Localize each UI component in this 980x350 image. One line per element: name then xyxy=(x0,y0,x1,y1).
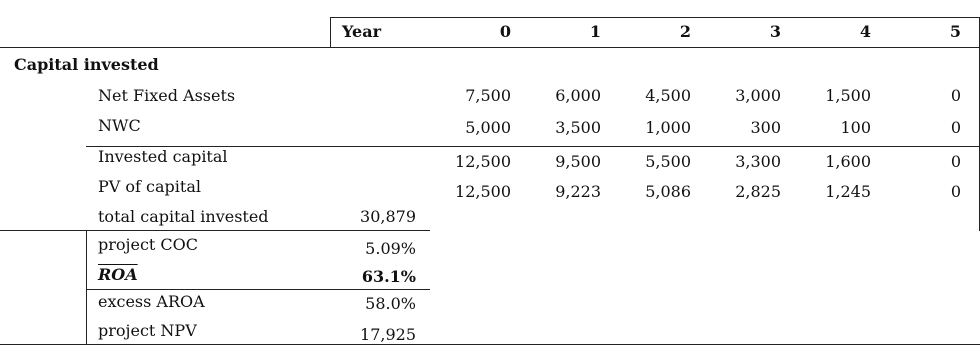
year-col-2: 2 xyxy=(679,22,691,41)
cell: 0 xyxy=(950,182,961,201)
year-col-0: 0 xyxy=(499,22,511,41)
cell: 300 xyxy=(750,118,781,137)
year-col-4: 4 xyxy=(859,22,871,41)
header-bottom-border xyxy=(0,47,980,48)
cell: 1,600 xyxy=(825,152,871,171)
year-header: Year xyxy=(342,22,382,41)
row-label-nwc: NWC xyxy=(98,116,141,135)
cell: 12,500 xyxy=(455,182,511,201)
cell: 7,500 xyxy=(465,86,511,105)
row-label-invested-capital: Invested capital xyxy=(98,147,228,166)
row-label-pv-of-capital: PV of capital xyxy=(98,177,201,196)
cell: 1,500 xyxy=(825,86,871,105)
cell: 0 xyxy=(950,86,961,105)
cell: 3,300 xyxy=(735,152,781,171)
cell: 5,086 xyxy=(645,182,691,201)
cell: 1,000 xyxy=(645,118,691,137)
summary-label-excess-aroa: excess AROA xyxy=(98,292,205,311)
year-col-1: 1 xyxy=(589,22,601,41)
year-col-5: 5 xyxy=(949,22,961,41)
table-bottom-border xyxy=(0,344,980,345)
cell: 9,500 xyxy=(555,152,601,171)
summary-label-project-coc: project COC xyxy=(98,235,199,254)
summary-value-roa: 63.1% xyxy=(361,267,416,286)
summary-value-project-npv: 17,925 xyxy=(360,325,416,344)
cell: 3,500 xyxy=(555,118,601,137)
roa-bottom-border xyxy=(86,289,430,290)
cell: 5,500 xyxy=(645,152,691,171)
summary-value-total-capital: 30,879 xyxy=(360,207,416,226)
row-label-net-fixed-assets: Net Fixed Assets xyxy=(98,86,236,105)
cell: 100 xyxy=(840,118,871,137)
summary-value-project-coc: 5.09% xyxy=(365,239,416,258)
cell: 1,245 xyxy=(825,182,871,201)
cell: 12,500 xyxy=(455,152,511,171)
section-title: Capital invested xyxy=(14,55,159,74)
cell: 3,000 xyxy=(735,86,781,105)
cell: 2,825 xyxy=(735,182,781,201)
year-col-3: 3 xyxy=(769,22,781,41)
summary-label-project-npv: project NPV xyxy=(98,321,197,340)
header-top-border xyxy=(330,17,980,18)
summary-label-roa: $\overline{ROA}$ xyxy=(98,265,138,284)
summary-top-border xyxy=(0,230,430,231)
cell: 5,000 xyxy=(465,118,511,137)
cell: 0 xyxy=(950,152,961,171)
cell: 4,500 xyxy=(645,86,691,105)
summary-left-border xyxy=(86,230,87,345)
cell: 6,000 xyxy=(555,86,601,105)
cell: 0 xyxy=(950,118,961,137)
summary-label-total-capital: total capital invested xyxy=(98,207,269,226)
summary-value-excess-aroa: 58.0% xyxy=(365,294,416,313)
cell: 9,223 xyxy=(555,182,601,201)
header-left-border xyxy=(330,17,331,48)
